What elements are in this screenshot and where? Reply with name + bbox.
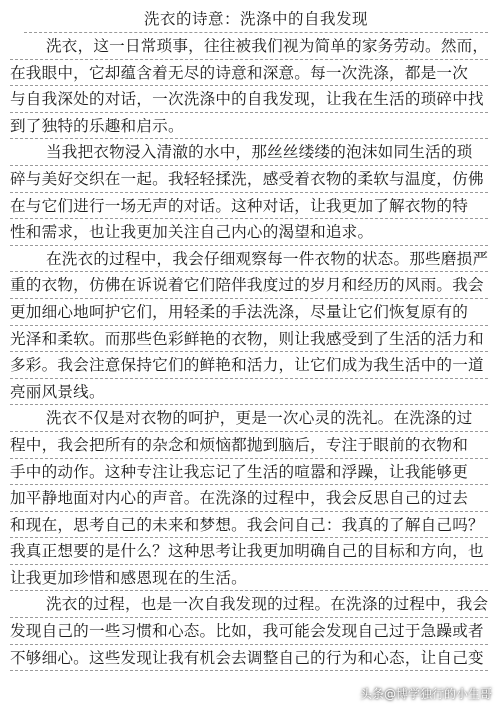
text-line: 到了独特的乐趣和启示。 (10, 113, 488, 140)
text-line: 在洗衣的过程中，我会仔细观察每一件衣物的状态。那些磨损严 (10, 246, 488, 273)
paragraph-5 (10, 591, 488, 671)
paragraph-1 (10, 33, 488, 139)
text-line: 更加细心地呵护它们，用轻柔的手法洗涤，尽量让它们恢复原有的 (10, 299, 488, 326)
text-line: 程中，我会把所有的杂念和烦恼都抛到脑后，专注于眼前的衣物和 (10, 432, 488, 459)
paragraph-2 (10, 139, 488, 245)
text-line: 我真正想要的是什么？这种思考让我更加明确自己的目标和方向，也 (10, 538, 488, 565)
paragraph-4 (10, 405, 488, 591)
paragraph-3 (10, 246, 488, 406)
text-line: 洗衣不仅是对衣物的呵护，更是一次心灵的洗礼。在洗涤的过 (10, 405, 488, 432)
text-line: 洗衣，这一日常琐事，往往被我们视为简单的家务劳动。然而， (10, 33, 488, 60)
text-line: 性和需求，也让我更加关注自己内心的渴望和追求。 (10, 219, 488, 246)
text-line: 让我更加珍惜和感恩现在的生活。 (10, 565, 488, 592)
text-line: 亮丽风景线。 (10, 379, 488, 406)
text-line: 光泽和柔软。而那些色彩鲜艳的衣物，则让我感受到了生活的活力和 (10, 326, 488, 353)
text-line: 加平静地面对内心的声音。在洗涤的过程中，我会反思自己的过去 (10, 485, 488, 512)
text-line: 重的衣物，仿佛在诉说着它们陪伴我度过的岁月和经历的风雨。我会 (10, 272, 488, 299)
text-line: 在我眼中，它却蕴含着无尽的诗意和深意。每一次洗涤，都是一次 (10, 60, 488, 87)
essay-title: 洗衣的诗意：洗涤中的自我发现 (24, 6, 488, 33)
text-line: 不够细心。这些发现让我有机会去调整自己的行为和心态，让自己变 (10, 645, 488, 672)
text-line: 多彩。我会注意保持它们的鲜艳和活力，让它们成为我生活中的一道 (10, 352, 488, 379)
text-line: 与自我深处的对话，一次洗涤中的自我发现，让我在生活的琐碎中找 (10, 86, 488, 113)
text-line: 手中的动作。这种专注让我忘记了生活的喧嚣和浮躁，让我能够更 (10, 459, 488, 486)
text-line: 和现在，思考自己的未来和梦想。我会问自己：我真的了解自己吗？ (10, 512, 488, 539)
text-line: 在与它们进行一场无声的对话。这种对话，让我更加了解衣物的特 (10, 193, 488, 220)
text-line: 碎与美好交织在一起。我轻轻揉洗，感受着衣物的柔软与温度，仿佛 (10, 166, 488, 193)
watermark-label: 头条@博学独行的小生哥 (359, 687, 492, 701)
text-line: 当我把衣物浸入清澈的水中，那丝丝缕缕的泡沫如同生活的琐 (10, 139, 488, 166)
text-line: 发现自己的一些习惯和心态。比如，我可能会发现自己过于急躁或者 (10, 618, 488, 645)
text-line: 洗衣的过程，也是一次自我发现的过程。在洗涤的过程中，我会 (10, 591, 488, 618)
